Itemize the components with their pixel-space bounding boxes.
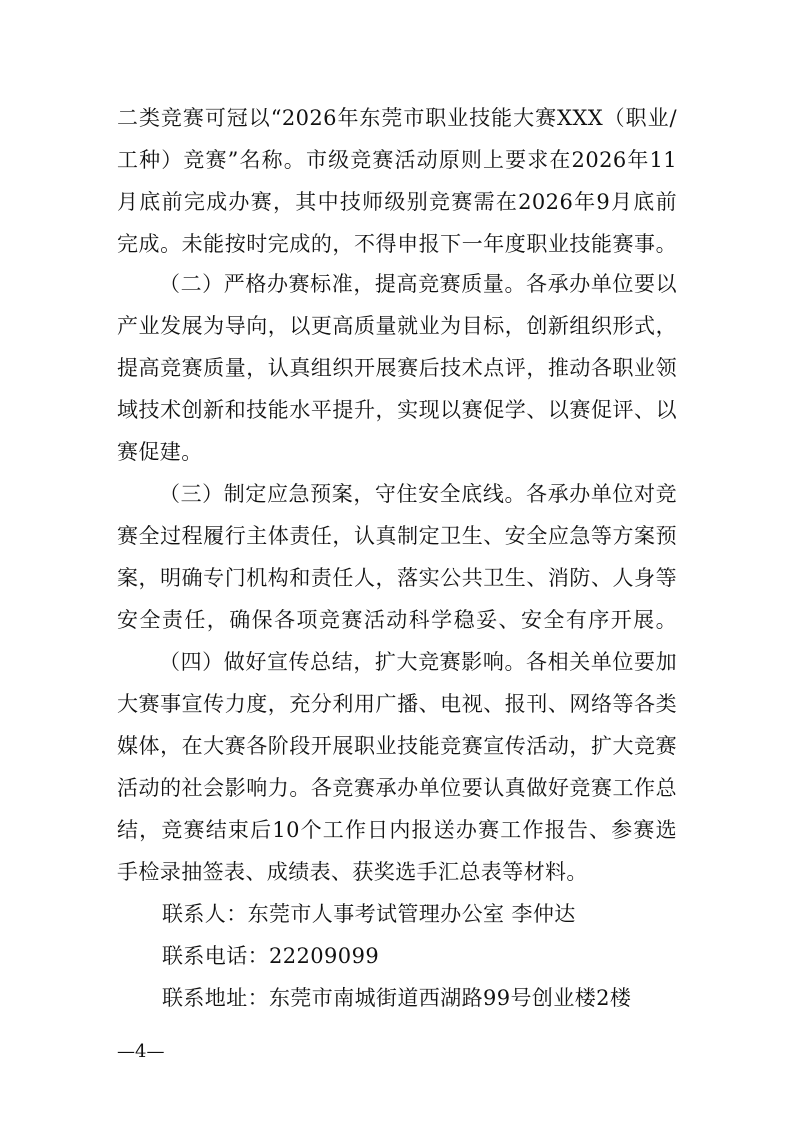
body-text-line: 结，竞赛结束后10个工作日内报送办赛工作报告、参赛选 [117,818,677,842]
body-text-line: 二类竞赛可冠以“2026年东莞市职业技能大赛XXX（职业/ [117,106,677,130]
contact-address: 联系地址：东莞市南城街道西湖路99号创业楼2楼 [162,986,632,1010]
body-text-line: 案，明确专门机构和责任人，落实公共卫生、消防、人身等 [117,566,677,590]
body-text-line: 赛全过程履行主体责任，认真制定卫生、安全应急等方案预 [117,524,677,548]
body-text-line: 媒体，在大赛各阶段开展职业技能竞赛宣传活动，扩大竞赛 [117,734,677,758]
body-text-line: 完成。未能按时完成的，不得申报下一年度职业技能赛事。 [117,232,677,256]
section-heading-line: （四）做好宣传总结，扩大竞赛影响。各相关单位要加 [159,650,677,674]
section-heading-line: （三）制定应急预案，守住安全底线。各承办单位对竞 [159,482,677,506]
contact-person: 联系人：东莞市人事考试管理办公室 李仲达 [162,902,576,926]
body-text-line: 赛促建。 [117,440,203,464]
page-number: —4— [117,1041,165,1062]
body-text-line: 提高竞赛质量，认真组织开展赛后技术点评，推动各职业领 [117,356,677,380]
body-text-line: 手检录抽签表、成绩表、获奖选手汇总表等材料。 [117,860,588,884]
body-text-line: 工种）竞赛”名称。市级竞赛活动原则上要求在2026年11 [117,148,677,172]
body-text-line: 活动的社会影响力。各竞赛承办单位要认真做好竞赛工作总 [117,776,677,800]
body-text-line: 大赛事宣传力度，充分利用广播、电视、报刊、网络等各类 [117,692,677,716]
contact-phone: 联系电话：22209099 [162,944,380,968]
body-text-line: 安全责任，确保各项竞赛活动科学稳妥、安全有序开展。 [117,608,677,632]
body-text-line: 产业发展为导向，以更高质量就业为目标，创新组织形式， [117,314,677,338]
section-heading-line: （二）严格办赛标准，提高竞赛质量。各承办单位要以 [159,272,677,296]
body-text-line: 月底前完成办赛，其中技师级别竞赛需在2026年9月底前 [117,190,677,214]
body-text-line: 域技术创新和技能水平提升，实现以赛促学、以赛促评、以 [117,398,677,422]
